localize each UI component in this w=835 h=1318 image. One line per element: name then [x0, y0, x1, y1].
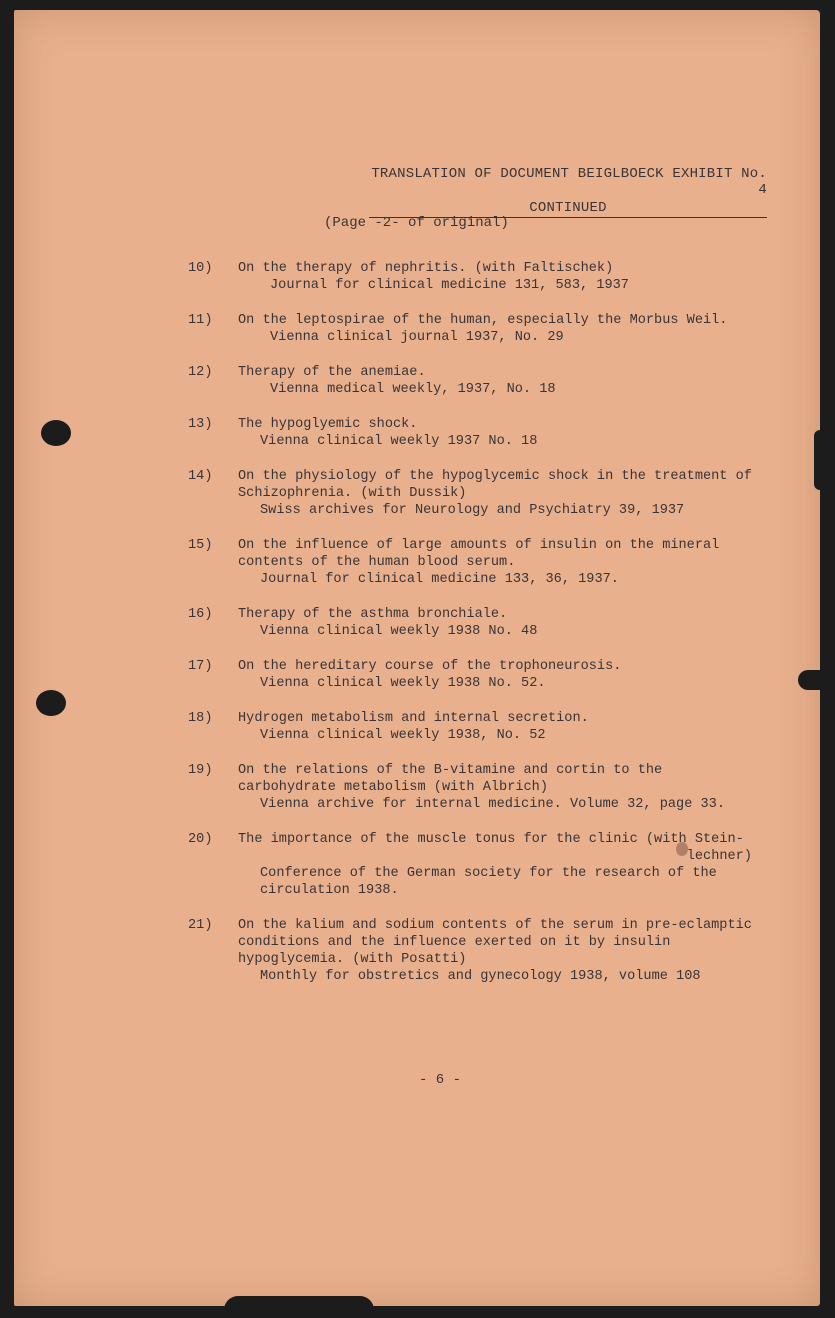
- entry-number: 10): [188, 261, 213, 276]
- entry-body: [238, 468, 788, 519]
- entry-source: Vienna medical weekly, 1937, No. 18: [270, 382, 556, 397]
- entry-source: Monthly for obstretics and gynecology 1938, volume 108: [260, 969, 701, 984]
- list-item: [188, 606, 788, 640]
- bibliography-list: [188, 250, 788, 985]
- entry-number: 13): [188, 417, 213, 432]
- entry-title-line: carbohydrate metabolism (with Albrich): [238, 780, 548, 795]
- entry-body: [238, 658, 788, 692]
- entry-title-line: Hydrogen metabolism and internal secretion.: [238, 711, 589, 726]
- entry-title-line: On the hereditary course of the trophoneurosis.: [238, 659, 622, 674]
- list-item: [188, 710, 788, 744]
- entry-body: [238, 416, 788, 450]
- list-item: [188, 260, 788, 294]
- torn-edge: [798, 670, 824, 690]
- list-item: [188, 468, 788, 519]
- entry-source: Journal for clinical medicine 131, 583, 1937: [270, 278, 629, 293]
- entry-title-line: On the kalium and sodium contents of the serum in pre-eclamptic: [238, 918, 752, 933]
- entry-title-line: On the leptospirae of the human, especially the Morbus Weil.: [238, 313, 728, 328]
- list-item: [188, 762, 788, 813]
- entry-title-line: contents of the human blood serum.: [238, 555, 516, 570]
- entry-number: 17): [188, 659, 213, 674]
- entry-title-line: conditions and the influence exerted on it by insulin: [238, 935, 671, 950]
- entry-title-line: The hypoglyemic shock.: [238, 417, 418, 432]
- entry-body: [238, 606, 788, 640]
- entry-number: 19): [188, 763, 213, 778]
- entry-number: 15): [188, 538, 213, 553]
- entry-title-continuation: lechner): [686, 849, 752, 864]
- entry-title-line: On the physiology of the hypoglycemic shock in the treatment of: [238, 469, 752, 484]
- entry-body: [238, 831, 788, 899]
- punch-hole: [41, 420, 71, 446]
- list-item: [188, 312, 788, 346]
- entry-title-line: On the influence of large amounts of insulin on the mineral: [238, 538, 720, 553]
- entry-source: Vienna clinical weekly 1938 No. 48: [260, 624, 538, 639]
- document-title: TRANSLATION OF DOCUMENT BEIGLBOECK EXHIBIT No. 4: [371, 166, 767, 198]
- entry-source: Vienna clinical weekly 1937 No. 18: [260, 434, 538, 449]
- entry-number: 21): [188, 918, 213, 933]
- entry-title-line: The importance of the muscle tonus for the clinic (with Stein-: [238, 832, 744, 847]
- list-item: [188, 917, 788, 985]
- list-item: [188, 831, 788, 899]
- entry-title-line: Therapy of the asthma bronchiale.: [238, 607, 508, 622]
- entry-title-line: hypoglycemia. (with Posatti): [238, 952, 467, 967]
- document-header: [369, 166, 767, 218]
- list-item: [188, 537, 788, 588]
- entry-number: 20): [188, 832, 213, 847]
- page-number: - 6 -: [419, 1072, 462, 1088]
- entry-body: [238, 710, 788, 744]
- entry-body: [238, 364, 788, 398]
- entry-title-line: On the therapy of nephritis. (with Faltischek): [238, 261, 614, 276]
- entry-source: Journal for clinical medicine 133, 36, 1937.: [260, 572, 619, 587]
- entry-source: Conference of the German society for the research of the: [260, 866, 717, 881]
- punch-hole: [36, 690, 66, 716]
- entry-number: 16): [188, 607, 213, 622]
- entry-number: 18): [188, 711, 213, 726]
- entry-source: Vienna clinical weekly 1938 No. 52.: [260, 676, 546, 691]
- entry-source: Swiss archives for Neurology and Psychiatry 39, 1937: [260, 503, 685, 518]
- list-item: [188, 364, 788, 398]
- document-subtitle: CONTINUED: [369, 200, 767, 218]
- list-item: [188, 416, 788, 450]
- list-item: [188, 658, 788, 692]
- original-page-reference: (Page -2- of original): [324, 215, 509, 231]
- torn-edge: [224, 1296, 374, 1310]
- entry-source: Vienna clinical journal 1937, No. 29: [270, 330, 564, 345]
- entry-title-line: Therapy of the anemiae.: [238, 365, 426, 380]
- entry-source: Vienna archive for internal medicine. Volume 32, page 33.: [260, 797, 725, 812]
- entry-number: 14): [188, 469, 213, 484]
- entry-body: [238, 312, 788, 346]
- entry-body: [238, 260, 788, 294]
- entry-body: [238, 762, 788, 813]
- entry-title-line: On the relations of the B-vitamine and cortin to the: [238, 763, 663, 778]
- document-page: [14, 10, 820, 1306]
- entry-source: Vienna clinical weekly 1938, No. 52: [260, 728, 546, 743]
- entry-body: [238, 917, 788, 985]
- entry-number: 12): [188, 365, 213, 380]
- entry-source: circulation 1938.: [260, 883, 399, 898]
- entry-body: [238, 537, 788, 588]
- entry-title-line: Schizophrenia. (with Dussik): [238, 486, 467, 501]
- torn-edge: [814, 430, 824, 490]
- entry-number: 11): [188, 313, 213, 328]
